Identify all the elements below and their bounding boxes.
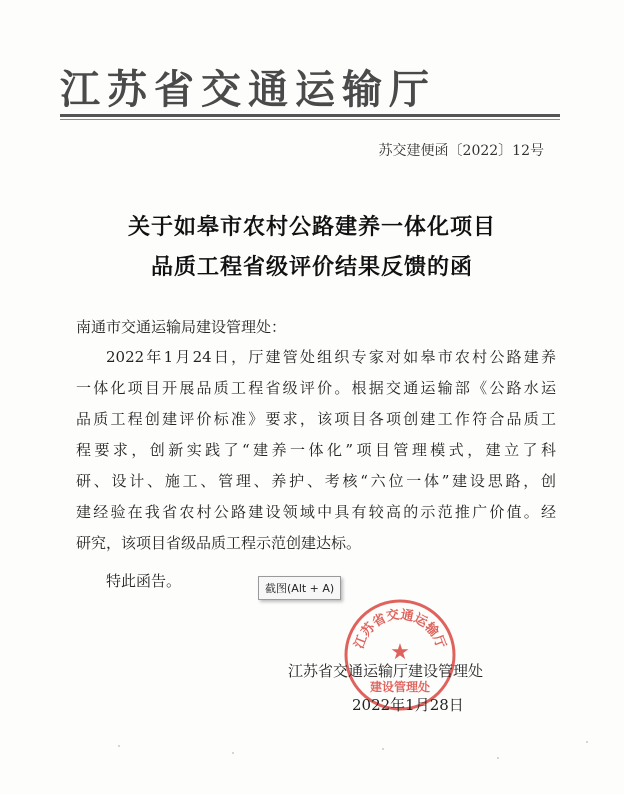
seal-text-top: 江苏省交通运输厅 (351, 607, 449, 651)
body-line-1: 2022年1月24日，厅建管处组织专家对如皋市农村公路建养 (106, 348, 556, 366)
document-title-line-2: 品质工程省级评价结果反馈的函 (150, 254, 473, 280)
body-line-4: 程要求，创新实践了“建养一体化”项目管理模式，建立了科 (76, 441, 556, 459)
screenshot-tooltip: 截图(Alt + A) (258, 576, 341, 600)
closing-remark: 特此函告。 (106, 572, 182, 590)
scan-speck (382, 748, 384, 750)
body-line-2: 一体化项目开展品质工程省级评价。根据交通运输部《公路水运 (76, 379, 556, 397)
seal-text-bottom: 建设管理处 (369, 680, 431, 694)
scan-speck (118, 745, 120, 747)
body-line-6: 建经验在我省农村公路建设领域中具有较高的示范推广价值。经 (76, 503, 556, 521)
signing-date: 2022年1月28日 (352, 696, 464, 714)
document-title-line-1: 关于如皋市农村公路建养一体化项目 (127, 214, 496, 240)
body-line-3: 品质工程创建评价标准》要求，该项目各项创建工作符合品质工 (76, 410, 556, 428)
scan-speck (586, 741, 588, 743)
addressee: 南通市交通运输局建设管理处： (76, 318, 287, 336)
document-number: 苏交建便函〔2022〕12号 (378, 143, 544, 159)
issuing-organization-header: 江苏省交通运输厅 (60, 66, 436, 113)
body-line-5: 研、设计、施工、管理、养护、考核“六位一体”建设思路，创 (76, 472, 556, 490)
header-rule-thick (60, 114, 560, 117)
signing-authority: 江苏省交通运输厅建设管理处 (288, 662, 484, 680)
header-rule-thin (60, 119, 560, 120)
star-icon: ★ (390, 640, 410, 665)
scan-speck (232, 752, 234, 754)
body-line-7: 研究，该项目省级品质工程示范创建达标。 (76, 534, 362, 552)
scan-speck (497, 757, 499, 759)
